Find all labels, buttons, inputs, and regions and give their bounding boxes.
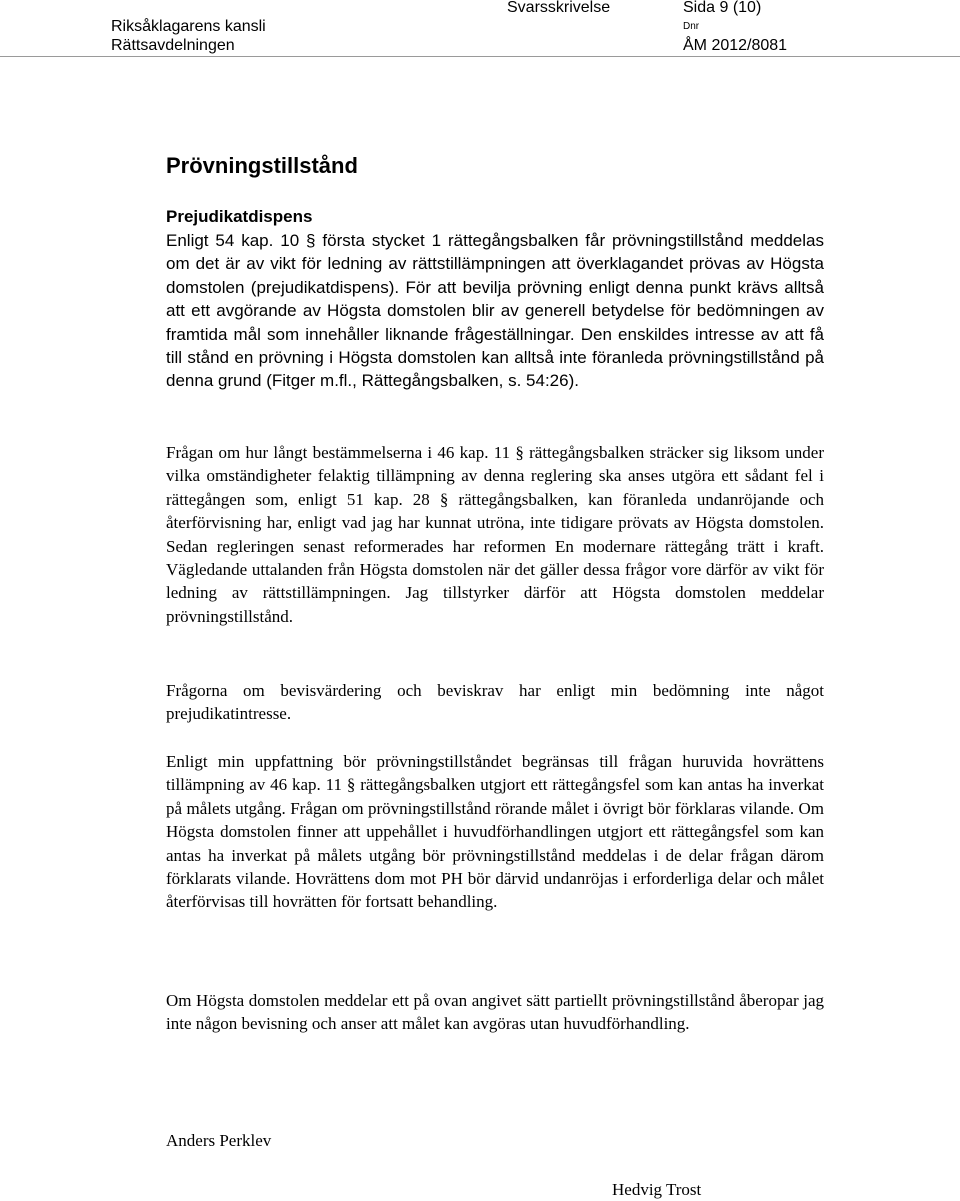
paragraph-rattegangsfel: Frågan om hur långt bestämmelserna i 46 kap. 11 § rättegångsbalken sträcker sig liksom under vilka omständigheter felaktig tillämpning av denna reglering ska anses utgöra ett sådant fel i rättegången som, enligt 51 kap. 28 § rättegångsbalken, kan föranleda undanröjande och återförvisning har, enligt vad jag har kunnat utröna, inte tidigare prövats av Högsta domstolen. Sedan regleringen senast reformerades har reformen En modernare rättegång trätt i kraft. Vägledande uttalanden från Högsta domstolen när det gäller dessa frågor vore därför av vikt för ledning av rättstillämpningen. Jag tillstyrker därför att Högsta domstolen meddelar prövningstillstånd.	[166, 443, 824, 626]
paragraph-bevisvardering: Frågorna om bevisvärdering och beviskrav har enligt min bedömning inte något prejudikatintresse.	[166, 681, 824, 724]
header-divider	[0, 56, 960, 57]
organization-name: Riksåklagarens kansli	[111, 18, 266, 35]
paragraph-begransning: Enligt min uppfattning bör prövningstillståndet begränsas till frågan huruvida hovrättens tillämpning av 46 kap. 11 § rättegångsbalken utgjort ett rättegångsfel som kan antas ha inverkat på målets utgång. Frågan om prövningstillstånd rörande målet i övrigt bör förklaras vilande. Om Högsta domstolen finner att uppehållet i huvudförhandlingen utgjort ett rättegångsfel som kan antas ha inverkat på målets utgång bör prövningstillstånd meddelas i de delar frågan därom förklarats vilande. Hovrättens dom mot PH bör därvid undanröjas i erforderliga delar och målet återförvisas till hovrätten för fortsatt behandling.	[166, 752, 824, 912]
page-number: Sida 9 (10)	[683, 0, 762, 16]
paragraph-prejudikatdispens: Enligt 54 kap. 10 § första stycket 1 rättegångsbalken får prövningstillstånd meddelas om det är av vikt för ledning av rättstillämpningen att överklagandet prövas av Högsta domstolen (prejudikatdispens). För att bevilja prövning enligt denna punkt krävs alltså att ett avgörande av Högsta domstolen blir av generell betydelse för bedömningen av framtida mål som innehåller liknande frågeställningar. Den enskildes intresse av att få till stånd en prövning i Högsta domstolen kan alltså inte föranleda prövningstillstånd på denna grund (Fitger m.fl., Rättegångsbalken, s. 54:26).	[166, 231, 824, 391]
paragraph-slutsats: Om Högsta domstolen meddelar ett på ovan angivet sätt partiellt prövningstillstånd åberopar jag inte någon bevisning och anser att målet kan avgöras utan huvudförhandling.	[166, 991, 824, 1034]
section-subheading: Prejudikatdispens	[166, 207, 313, 226]
case-number: ÅM 2012/8081	[683, 37, 788, 54]
section-heading: Prövningstillstånd	[166, 153, 358, 178]
signature-secondary: Hedvig Trost	[612, 1180, 702, 1199]
document-type: Svarsskrivelse	[507, 0, 611, 16]
dnr-label: Dnr	[683, 21, 700, 32]
department-name: Rättsavdelningen	[111, 37, 235, 54]
signature-primary: Anders Perklev	[166, 1131, 272, 1150]
